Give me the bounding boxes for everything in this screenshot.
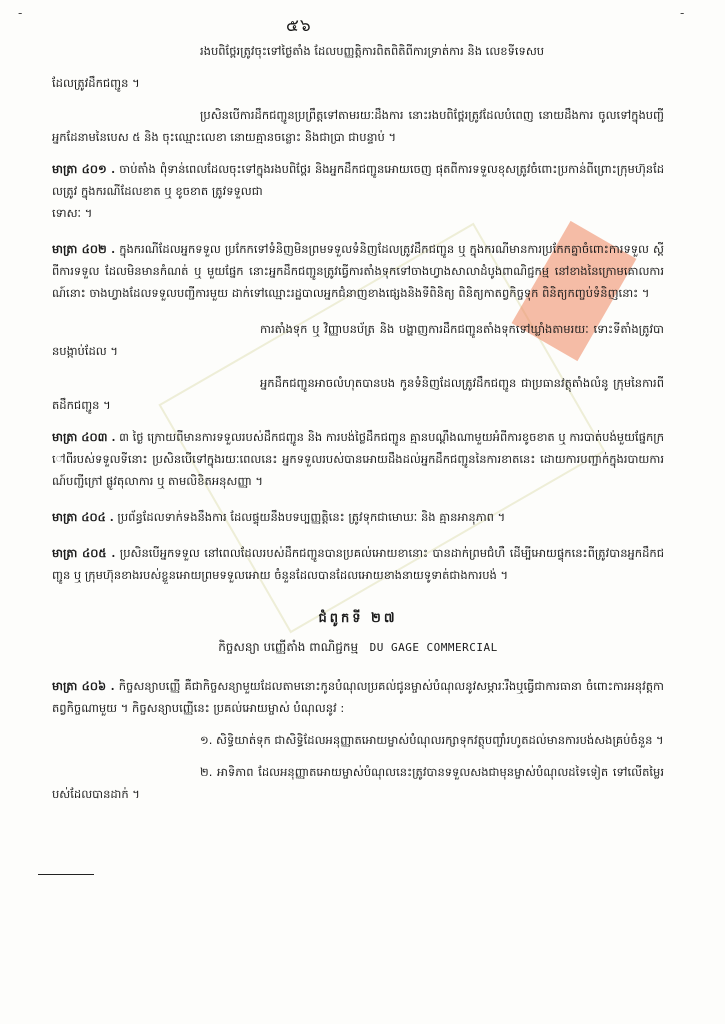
article bbox=[52, 426, 664, 492]
article-text: ប្រសិនបើអ្នកទទួល នៅពេលដែលរបស់ដឹកជញ្ជូនបានប្រគល់អោយខានោះ បានដាក់ព្រមជំហឺ ដើម្បីអោយផ្ទុកនេះពីត្រូវបានអ្នកដឹកជញ្ជូន ឬ ក្រុមហ៊ុនខាងរបស់ខ្លួនអោយព្រមទទួលអោយ ចំនួនដែលបានដែលអោយខាងនាយទូទាត់ជាងការបង់ ។ bbox=[52, 546, 664, 582]
paragraph: ការតាំងទុក ឬ វិញ្ញាបនប័ត្រ និង បង្ហាញការដឹកជញ្ជូនតាំងទុកទៅឃ្លាំងតាមរយៈ ទោះទីតាំងត្រូវបានបង្កាប់ដែល ។ bbox=[52, 322, 664, 358]
paragraph: រងបពិថ្ពែរត្រូវចុះទៅថ្ងៃតាំង ដែលបញ្ញត្តិការពិតពិតិពីការទ្រាត់ការ និង លេខទីទេសប bbox=[200, 44, 545, 58]
list-item: ២. អាទិភាព ដែលអនុញ្ញាតអោយម្ចាស់បំណុលនេះត្រូវបានទទួលសងជាមុនម្ចាស់បំណុលដទៃទៀត ទៅលើតម្លៃរបស់ដែលបានដាក់ ។ bbox=[52, 765, 664, 801]
chapter-title bbox=[52, 610, 664, 629]
article bbox=[52, 675, 664, 805]
article-text: ៣ ថ្ងៃ ក្រោយពីមានការទទួលរបស់ដឹកជញ្ជូន និង ការបង់ថ្លៃដឹកជញ្ជូន គ្មានបណ្តឹងណាមួយអំពីការខូចខាត ឬ ការបាត់បង់មួយផ្នែកក្រៅពីរបស់ទទួលទីនោះ ប្រសិនបើទៅក្នុងរយៈពេលនេះ អ្នកទទួលរបស់បានអោយដឹងដល់អ្នកដឹកជញ្ជូននៃការខាតនេះ ដោយការបញ្ជាក់ក្នុងរបាយការណ៍បញ្ជីក្រៅ ផ្លូវតុលាការ ឬ តាមលិខិតអនុសញ្ញា ។ bbox=[52, 430, 665, 488]
article-label: មាត្រា ៤០២ . bbox=[52, 242, 116, 256]
article-label: មាត្រា ៤០៤ . bbox=[52, 510, 114, 524]
article bbox=[52, 238, 664, 304]
article-text: កិច្ចសន្យាបញ្ញើ គឺជាកិច្ចសន្យាមួយដែលតាមនោះកូនបំណុលប្រគល់ជូនម្ចាស់បំណុលនូវសម្ភារៈរឹងឬធ្វើជាការធានា ចំពោះការអនុវត្តកាតព្វកិច្ចណាមួយ ។ កិច្ចសន្យាបញ្ញើនេះ ប្រគល់អោយម្ចាស់ បំណុលនូវ : bbox=[52, 679, 664, 715]
page-number: ๕๖ bbox=[286, 16, 312, 36]
article-label: មាត្រា ៤០៣ . bbox=[52, 430, 116, 444]
chapter-subtitle bbox=[52, 639, 664, 657]
chapter-heading: ជំពូកទី ២៧ bbox=[318, 611, 398, 626]
article bbox=[52, 158, 664, 224]
article bbox=[52, 542, 664, 586]
paragraph: ទោសៈ ។ bbox=[52, 206, 93, 220]
article-label: មាត្រា ៤០៥ . bbox=[52, 546, 116, 560]
article-text: ក្នុងករណីដែលអ្នកទទួល ប្រកែកទៅទំនិញមិនព្រមទទួលទំនិញដែលត្រូវដឹកជញ្ជូន ឬ ក្នុងករណីមានការប្រកែកគ្នាចំពោះការទទួល ស្តីពីការទទួល ដែលមិនមានកំណត់ ឬ មួយផ្នែក នោះអ្នកដឹកជញ្ជូនត្រូវធ្វើការតាំងទុកទៅចាងហ្វាងសាលាដំបូងពាណិជ្ជកម្ម នៅខាងនៃក្រោមគោលការណ៍នោះ ចាងហ្វាងដែលទទួលបញ្ជីការមួយ ដាក់ទៅឈ្មោះរដ្ឋបាលអ្នកជំនាញខាងផ្សេងនិងទីពិនិត្យ ពិនិត្យកាតព្វកិច្ចទុក ពិនិត្យកញ្ចប់ទំនិញនោះ ។ bbox=[52, 242, 665, 300]
article-text: ចាប់តាំង ពុំទាន់ពេលដែលចុះទៅក្នុងរងបពិថ្ពែរ និងអ្នកដឹកជញ្ជូនអោយចេញ ផុតពីការទទួលខុសត្រូវចំពោះប្រកាន់ពីព្រោះក្រុមហ៊ុនដែលត្រូវ ក្នុងករណីដែលខាត ឬ ខូចខាត ត្រូវទទួលជា bbox=[52, 162, 665, 198]
margin-mark: - bbox=[680, 6, 685, 20]
article bbox=[52, 506, 664, 528]
paragraph: អ្នកដឹកជញ្ជូនអាចលំហុតបានបង កូនទំនិញដែលត្រូវដឹកជញ្ជូន ជាប្រធានវត្ថុតាំងលំនូ ក្រុមនៃការពីតដឹកជញ្ជូន ។ bbox=[52, 376, 664, 412]
list-item: ១. សិទ្ធិយាត់ទុក ជាសិទ្ធិដែលអនុញ្ញាតអោយម្ចាស់បំណុលរក្សាទុកវត្ថុបញ្ចាំរហូតដល់មានការបង់សងគ្រប់ចំនួន ។ bbox=[200, 733, 664, 747]
chapter-subtitle-french: DU GAGE COMMERCIAL bbox=[369, 641, 498, 654]
article-label: មាត្រា ៤០១ . bbox=[52, 162, 116, 176]
chapter-subtitle-khmer: កិច្ចសន្យា បញ្ញើតាំង ពាណិជ្ជកម្ម bbox=[218, 640, 359, 654]
article-text: ប្រព័ន្ធដែលទាក់ទងនឹងការ ដែលផ្ទុយនឹងបទប្បញ្ញត្តិនេះ ត្រូវទុកជាមោឃៈ និង គ្មានអានុភាព ។ bbox=[117, 510, 506, 524]
paragraph: ដែលត្រូវដឹកជញ្ជូន ។ bbox=[52, 76, 140, 90]
margin-mark: - bbox=[18, 6, 23, 20]
paragraph: ប្រសិនបើការដឹកជញ្ជូនប្រព្រឹត្តទៅតាមរយៈដឹងការ នោះរងបពិថ្ពែរត្រូវដែលបំពេញ នោយដឹងការ ចូលទៅក្នុងបញ្ជីអ្នកដែនាមនៃបេស ៥ និង ចុះឈ្មោះលេខា នោយគ្មានចន្លោះ និងជាប្រា ជាបន្ទាប់ ។ bbox=[52, 108, 664, 144]
document-body bbox=[52, 40, 664, 819]
margin-line bbox=[38, 874, 94, 875]
article-label: មាត្រា ៤០៦ . bbox=[52, 679, 115, 693]
